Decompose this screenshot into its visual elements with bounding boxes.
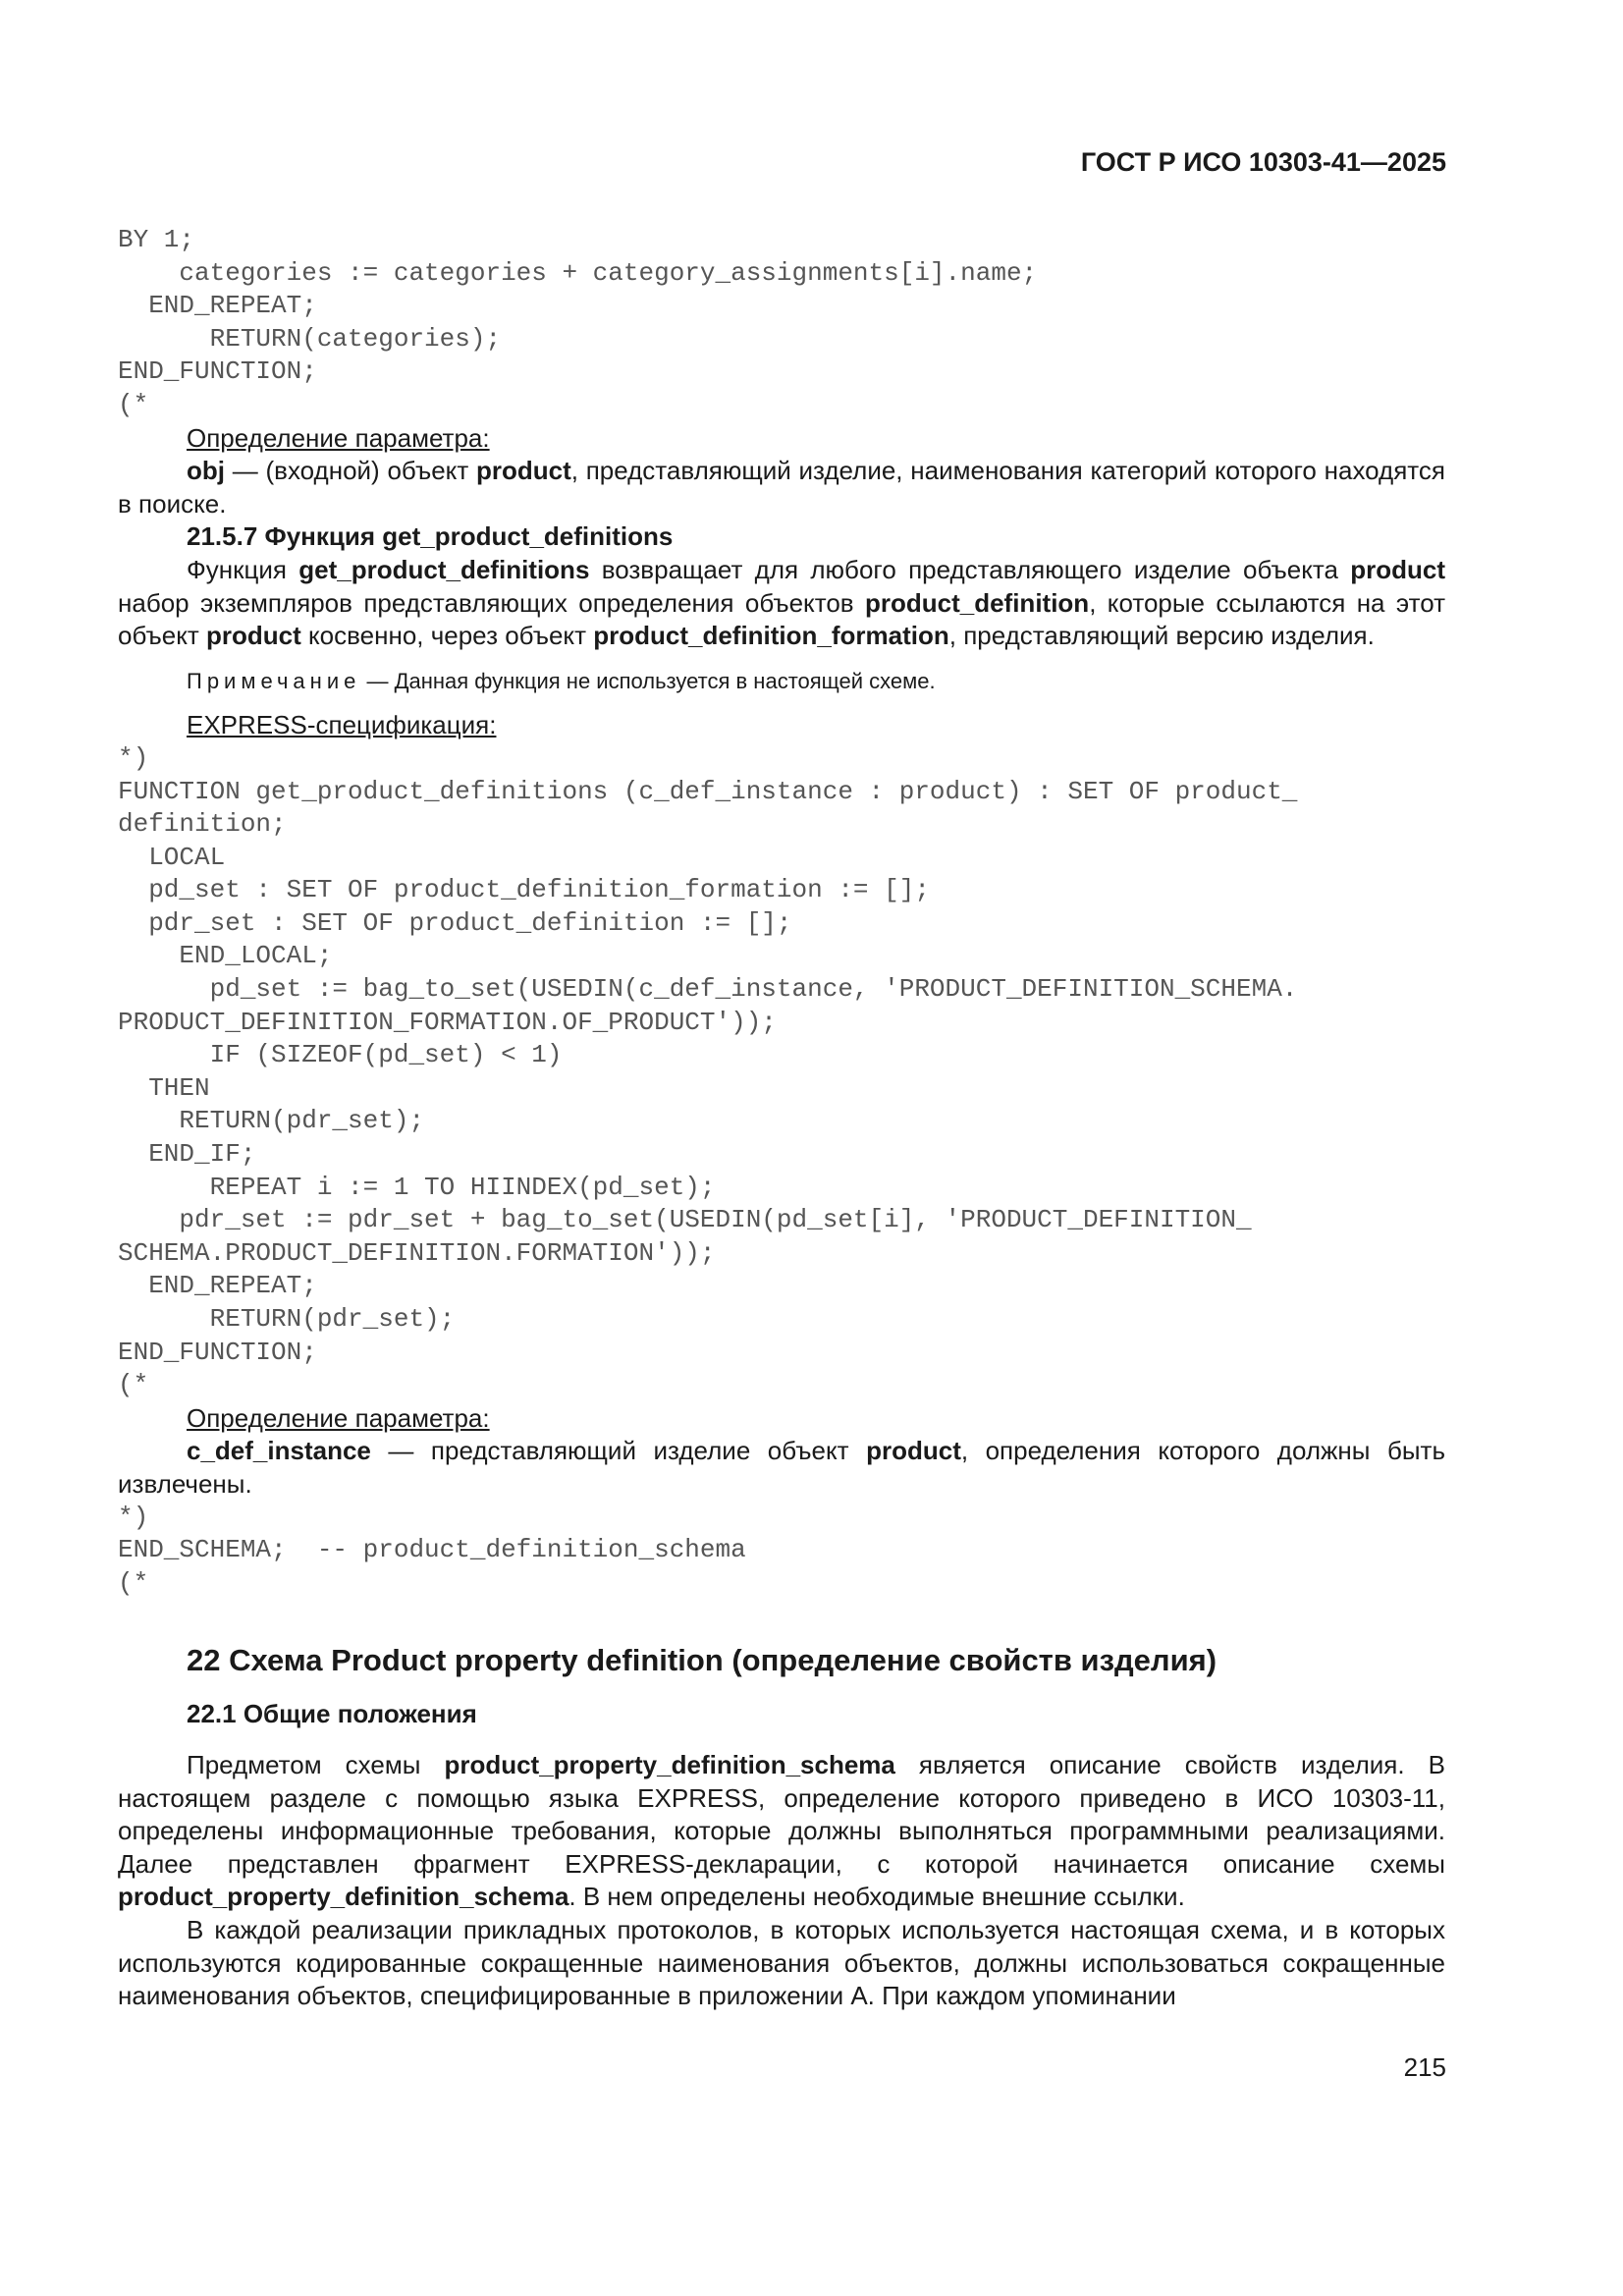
section-paragraph-22-1-b: В каждой реализации прикладных протоколов, в которых используется настоящая схема, и в которых используются кодированные сокращенные наименования объектов, должны использоваться сокращенные наименования объектов, специфицированные в приложении А. При каждом упоминании (118, 1914, 1445, 2011)
code-line: (* (118, 1567, 149, 1598)
param-heading-2: Определение параметра: (187, 1402, 490, 1433)
code-line: pdr_set : SET OF product_definition := []; (118, 907, 792, 938)
code-line: *) (118, 742, 149, 773)
code-line: definition; (118, 809, 287, 840)
note-label: Примечание (187, 668, 361, 693)
code-line: BY 1; (118, 225, 195, 254)
code-line: (* (118, 1370, 149, 1400)
code-line: END_LOCAL; (118, 941, 333, 971)
code-block-1 (118, 224, 1445, 422)
param-heading-1: Определение параметра: (187, 422, 490, 453)
express-spec-heading: EXPRESS-спецификация: (187, 710, 497, 740)
document-header: ГОСТ Р ИСО 10303-41—2025 (1080, 147, 1446, 177)
code-line: END_SCHEMA; -- product_definition_schema (118, 1535, 746, 1565)
code-line: pdr_set := pdr_set + bag_to_set(USEDIN(pd_set[i], 'PRODUCT_DEFINITION_ (118, 1205, 1252, 1235)
code-line: (* (118, 389, 149, 419)
code-line: END_IF; (118, 1139, 256, 1170)
code-line: END_REPEAT; (118, 1271, 317, 1301)
code-line: *) (118, 1502, 149, 1532)
code-block-2 (118, 742, 1445, 1402)
code-line: pd_set := bag_to_set(USEDIN(c_def_instance, 'PRODUCT_DEFINITION_SCHEMA. (118, 974, 1298, 1005)
section-paragraph-22-1-a: Предметом схемы product_property_definition_schema является описание свойств изделия. В настоящем разделе с помощью языка EXPRESS, определение которого приведено в ИСО 10303-11, определены информационные требования, которые должны выполняться программными реализациями. Далее представлен фрагмент EXPRESS-декларации, с которой начинается описание схемы product_property_definition_schema. В нем определены необходимые внешние ссылки. (118, 1749, 1445, 1912)
section-paragraph-21-5-7: Функция get_product_definitions возвращает для любого представляющего изделие объекта product набор экземпляров представляющих определения объектов product_definition, которые ссылаются на этот объект product косвенно, через объект product_definition_formation, представляющий версию изделия. (118, 554, 1445, 651)
code-line: END_FUNCTION; (118, 1337, 317, 1367)
code-line: categories := categories + category_assignments[i].name; (118, 257, 1038, 288)
code-line: LOCAL (118, 842, 226, 872)
param-name: c_def_instance (187, 1436, 371, 1466)
page-content (118, 224, 1445, 2013)
code-line: RETURN(categories); (118, 323, 502, 354)
note-text: — Данная функция не используется в настоящей схеме. (360, 668, 936, 693)
code-line: IF (SIZEOF(pd_set) < 1) (118, 1040, 563, 1070)
code-line: PRODUCT_DEFINITION_FORMATION.OF_PRODUCT')); (118, 1007, 777, 1037)
section-heading-22: 22 Схема Product property definition (определение свойств изделия) (187, 1643, 1217, 1678)
section-heading-21-5-7: 21.5.7 Функция get_product_definitions (187, 521, 674, 552)
code-line: FUNCTION get_product_definitions (c_def_instance : product) : SET OF product_ (118, 776, 1298, 806)
param-definition-c-def-instance: c_def_instance — представляющий изделие объект product, определения которого должны быть извлечены. (118, 1436, 1446, 1499)
page-number: 215 (1403, 2052, 1446, 2082)
code-line: pd_set : SET OF product_definition_formation := []; (118, 875, 930, 905)
code-line: RETURN(pdr_set); (118, 1304, 456, 1334)
param-definition-obj: obj — (входной) объект product, представляющий изделие, наименования категорий которого находятся в поиске. (118, 456, 1445, 519)
code-block-3 (118, 1502, 1445, 1601)
code-line: THEN (118, 1072, 210, 1103)
code-line: END_REPEAT; (118, 291, 317, 321)
code-line: SCHEMA.PRODUCT_DEFINITION.FORMATION')); (118, 1237, 716, 1268)
note (187, 665, 1445, 698)
code-line: END_FUNCTION; (118, 356, 317, 387)
code-line: REPEAT i := 1 TO HIINDEX(pd_set); (118, 1172, 716, 1202)
param-name: obj (187, 456, 225, 486)
section-heading-22-1: 22.1 Общие положения (187, 1699, 477, 1729)
code-line: RETURN(pdr_set); (118, 1106, 425, 1136)
